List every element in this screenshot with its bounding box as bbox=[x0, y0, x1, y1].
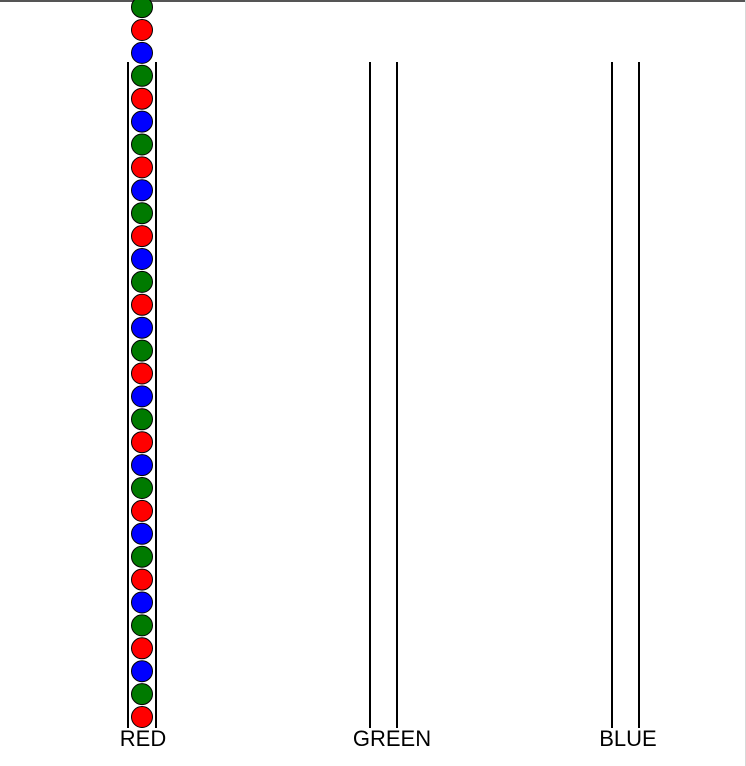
red-ball bbox=[132, 707, 153, 728]
green-ball bbox=[132, 546, 153, 567]
red-ball bbox=[132, 226, 153, 247]
red-ball bbox=[132, 294, 153, 315]
red-ball bbox=[132, 157, 153, 178]
blue-ball bbox=[132, 661, 153, 682]
blue-ball bbox=[132, 386, 153, 407]
blue-ball bbox=[132, 317, 153, 338]
green-ball bbox=[132, 134, 153, 155]
red-ball bbox=[132, 363, 153, 384]
blue-ball bbox=[132, 592, 153, 613]
rod-blue[interactable] bbox=[599, 62, 656, 751]
green-ball bbox=[132, 615, 153, 636]
blue-ball bbox=[132, 249, 153, 270]
blue-ball bbox=[132, 111, 153, 132]
green-ball bbox=[132, 684, 153, 705]
green-ball bbox=[132, 340, 153, 361]
blue-ball bbox=[132, 180, 153, 201]
blue-ball bbox=[132, 42, 153, 63]
green-ball bbox=[132, 271, 153, 292]
rod-blue-label: BLUE bbox=[599, 726, 657, 751]
rod-red-label: RED bbox=[119, 726, 167, 751]
red-ball bbox=[132, 20, 153, 41]
rod-green-label: GREEN bbox=[352, 726, 432, 751]
red-ball bbox=[132, 432, 153, 453]
green-ball bbox=[132, 203, 153, 224]
green-ball bbox=[132, 65, 153, 86]
red-ball bbox=[132, 569, 153, 590]
rod-red-balls bbox=[132, 0, 153, 728]
green-ball bbox=[132, 409, 153, 430]
blue-ball bbox=[132, 523, 153, 544]
red-ball bbox=[132, 88, 153, 109]
rod-green[interactable] bbox=[353, 62, 431, 751]
green-ball bbox=[132, 0, 153, 18]
red-ball bbox=[132, 500, 153, 521]
red-ball bbox=[132, 638, 153, 659]
green-ball bbox=[132, 478, 153, 499]
rod-red[interactable] bbox=[120, 0, 166, 751]
blue-ball bbox=[132, 455, 153, 476]
